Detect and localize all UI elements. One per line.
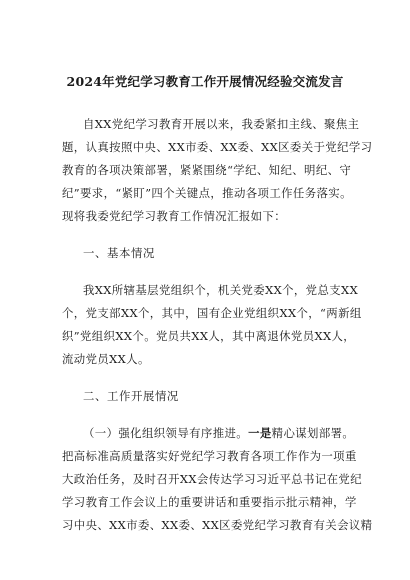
section1-line-3: 织”党组织XX个。党员共XX人，其中离退休党员XX人， [62,329,356,343]
section1-line-1: 我XX所辖基层党组织个，机关党委XX个，党总支XX [83,283,359,297]
section2-line-2: 大政治任务，及时召开XX会传达学习习近平总书记在党纪 [62,472,362,486]
section2-line-4: 习中央、XX市委、XX委、XX区委党纪学习教育有关会议精 [62,518,373,532]
subheading-prefix: （一）强化组织领导有序推进。 [83,426,249,440]
intro-line-3: 教育的各项决策部署，紧紧围绕“学纪、知纪、明纪、守 [62,163,352,177]
intro-line-1: 自XX党纪学习教育开展以来，我委紧扣主线、聚焦主 [83,117,360,131]
section2-line-3: 学习教育工作会议上的重要讲话和重要指示批示精神，学 [62,495,357,509]
section-heading-basic: 一、基本情况 [83,246,155,260]
subheading-rest: 精心谋划部署。 [271,426,355,440]
section2-line-1: 把高标准高质量落实好党纪学习教育各项工作作为一项重 [62,449,357,463]
document-title: 2024年党纪学习教育工作开展情况经验交流发言 [66,74,344,89]
intro-line-4: 纪”要求，“紧盯”四个关键点，推动各项工作任务落实。 [62,186,352,200]
section-heading-progress: 二、工作开展情况 [83,389,179,403]
section2-subheading-line [83,426,354,440]
intro-line-5: 现将我委党纪学习教育工作情况汇报如下： [62,209,287,223]
section1-line-4: 流动党员XX人。 [62,352,150,366]
section1-line-2: 个，党支部XX个，其中，国有企业党组织XX个，“两新组 [62,306,362,320]
intro-line-2: 题，认真按照中央、XX市委、XX委、XX区委关于党纪学习 [62,140,373,154]
subheading-bold-marker: 一是 [248,426,272,440]
